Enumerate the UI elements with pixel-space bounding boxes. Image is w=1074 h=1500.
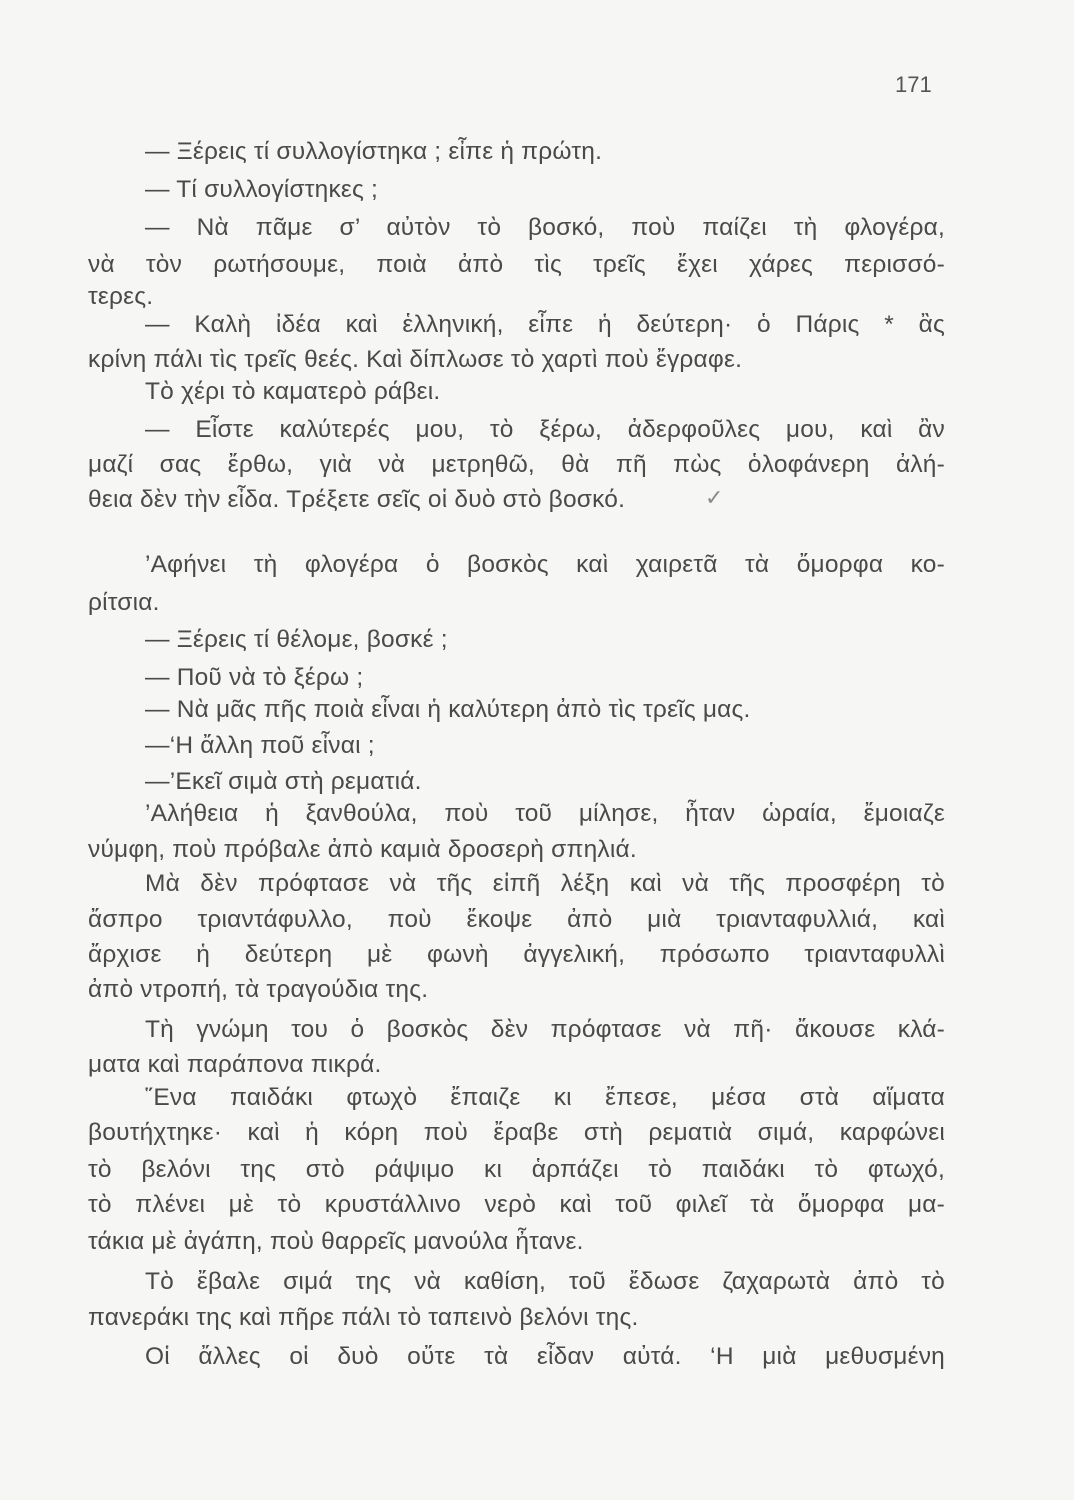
text-line: — Ποῦ νὰ τὸ ξέρω ; [145,664,364,691]
text-line: μαζί σας ἔρθω, γιὰ νὰ μετρηθῶ, θὰ πῆ πὼς ὁλοφάνερη ἀλή- [88,451,945,478]
text-line: ἄσπρο τριαντάφυλλο, ποὺ ἔκοψε ἀπὸ μιὰ τριανταφυλλιά, καὶ [88,906,945,933]
text-line: Τὸ χέρι τὸ καματερὸ ράβει. [145,378,441,405]
text-line: — Καλὴ ἰδέα καὶ ἑλληνική, εἶπε ἡ δεύτερη· ὁ Πάρις * ἂς [145,311,945,338]
text-line: — Νὰ μᾶς πῆς ποιὰ εἶναι ἡ καλύτερη ἀπὸ τὶς τρεῖς μας. [145,696,751,723]
text-line: —‘Η ἄλλη ποῦ εἶναι ; [145,732,375,759]
text-line: τὸ πλένει μὲ τὸ κρυστάλλινο νερὸ καὶ τοῦ φιλεῖ τὰ ὄμορφα μα- [88,1191,945,1218]
text-line: — Τί συλλογίστηκες ; [145,176,379,203]
text-line: τάκια μὲ ἀγάπη, ποὺ θαρρεῖς μανούλα ἦτανε. [88,1228,584,1255]
text-line: βουτήχτηκε· καὶ ἡ κόρη ποὺ ἔραβε στὴ ρεματιὰ σιμά, καρφώνει [88,1119,945,1146]
text-line: νὰ τὸν ρωτήσουμε, ποιὰ ἀπὸ τὶς τρεῖς ἔχει χάρες περισσό- [88,251,945,278]
text-line: Τὸ ἔβαλε σιμά της νὰ καθίση, τοῦ ἔδωσε ζαχαρωτὰ ἀπὸ τὸ [145,1268,945,1295]
text-line: Τὴ γνώμη του ὁ βοσκὸς δὲν πρόφτασε νὰ πῆ· ἄκουσε κλά- [145,1016,945,1043]
text-line: θεια δὲν τὴν εἶδα. Τρέξετε σεῖς οἱ δυὸ στὸ βοσκό. [88,486,626,513]
text-line: ’Αλήθεια ἡ ξανθούλα, ποὺ τοῦ μίλησε, ἦταν ὡραία, ἔμοιαζε [145,800,945,827]
text-line: τερες. [88,283,154,310]
text-line: τὸ βελόνι της στὸ ράψιμο κι ἁρπάζει τὸ παιδάκι τὸ φτωχό, [88,1156,945,1183]
text-line: ἄρχισε ἡ δεύτερη μὲ φωνὴ ἀγγελική, πρόσωπο τριανταφυλλὶ [88,941,945,968]
text-line: ρίτσια. [88,589,160,616]
text-line: Οἱ ἄλλες οἱ δυὸ οὔτε τὰ εἶδαν αὐτά. ‘Η μιὰ μεθυσμένη [145,1343,945,1370]
text-line: ’Αφήνει τὴ φλογέρα ὁ βοσκὸς καὶ χαιρετᾶ τὰ ὄμορφα κο- [145,551,945,578]
text-line: — Νὰ πᾶμε σ’ αὐτὸν τὸ βοσκό, ποὺ παίζει τὴ φλογέρα, [145,214,945,241]
text-line: ἀπὸ ντροπή, τὰ τραγούδια της. [88,976,429,1003]
text-line: Μὰ δὲν πρόφτασε νὰ τῆς εἰπῆ λέξη καὶ νὰ τῆς προσφέρη τὸ [145,870,945,897]
text-line: ματα καὶ παράπονα πικρά. [88,1051,382,1078]
text-line: πανεράκι της καὶ πῆρε πάλι τὸ ταπεινὸ βελόνι της. [88,1304,639,1331]
text-line: —’Εκεῖ σιμὰ στὴ ρεματιά. [145,768,422,795]
text-line: — Ξέρεις τί συλλογίστηκα ; εἶπε ἡ πρώτη. [145,138,603,165]
text-line: — Εἶστε καλύτερές μου, τὸ ξέρω, ἀδερφοῦλες μου, καὶ ἂν [145,416,945,443]
pencil-check-mark: ✓ [705,485,724,510]
text-line: ῞Ενα παιδάκι φτωχὸ ἔπαιζε κι ἔπεσε, μέσα στὰ αἵματα [145,1084,945,1111]
text-line: κρίνη πάλι τὶς τρεῖς θεές. Καὶ δίπλωσε τὸ χαρτὶ ποὺ ἔγραφε. [88,346,743,373]
text-line: — Ξέρεις τί θέλομε, βοσκέ ; [145,626,448,653]
page-number: 171 [895,72,932,97]
text-line: νύμφη, ποὺ πρόβαλε ἀπὸ καμιὰ δροσερὴ σπηλιά. [88,836,637,863]
